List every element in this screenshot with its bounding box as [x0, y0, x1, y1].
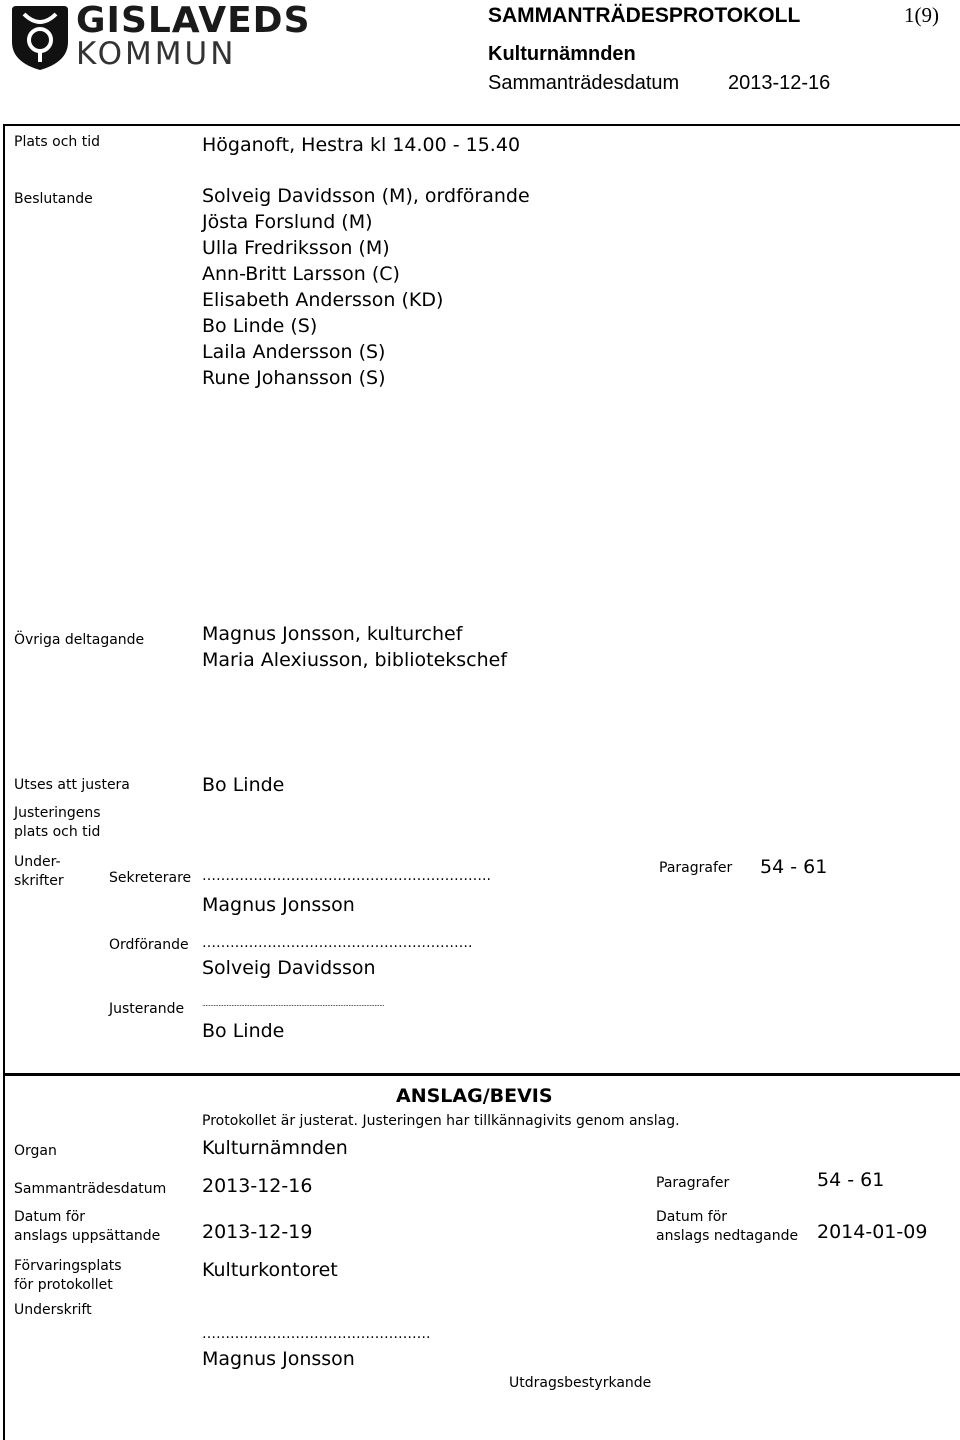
utses-value: Bo Linde: [202, 774, 285, 796]
plats-value: Höganoft, Hestra kl 14.00 - 15.40: [202, 134, 521, 156]
logo-text-line1: GISLAVEDS: [76, 0, 311, 41]
header-organ: Kulturnämnden: [488, 43, 636, 65]
ordforande-label: Ordförande: [109, 937, 189, 953]
beslutande-members: Solveig Davidsson (M), ordförande Jösta Forslund (M) Ulla Fredriksson (M) Ann-Britt Larsson (C) Elisabeth Andersson (KD) Bo Linde (S) Laila Andersson (S) Rune Johansson (S): [202, 185, 530, 389]
anslag-date-label: Sammanträdesdatum: [14, 1181, 167, 1197]
anslag-title: ANSLAG/BEVIS: [396, 1085, 553, 1107]
forvaring-label: Förvaringsplats för protokollet: [14, 1258, 122, 1293]
ordforande-name: Solveig Davidsson: [202, 957, 376, 979]
ovriga-members: Magnus Jonsson, kulturchef Maria Alexiusson, bibliotekschef: [202, 623, 508, 671]
sekreterare-label: Sekreterare: [109, 870, 192, 886]
left-border: [3, 124, 5, 1440]
logo-text-line2: KOMMUN: [76, 36, 237, 72]
underskrift-signature-line: ………………………………………….: [202, 1326, 431, 1342]
top-divider: [3, 124, 960, 126]
anslag-notice: Protokollet är justerat. Justeringen har tillkännagivits genom anslag.: [202, 1113, 680, 1129]
nedtagande-label: Datum för anslags nedtagande: [656, 1209, 799, 1244]
forvaring-value: Kulturkontoret: [202, 1259, 338, 1281]
anslag-date-value: 2013-12-16: [202, 1175, 313, 1197]
anslag-divider: [3, 1073, 960, 1076]
sekreterare-name: Magnus Jonsson: [202, 894, 355, 916]
document-title: SAMMANTRÄDESPROTOKOLL: [488, 4, 801, 27]
plats-label: Plats och tid: [14, 134, 100, 150]
logo: [10, 0, 311, 72]
uppsattande-value: 2013-12-19: [202, 1221, 313, 1243]
anslag-paragrafer-label: Paragrafer: [656, 1175, 730, 1191]
underskrift-label: Underskrift: [14, 1302, 92, 1318]
utdragsbestyrkande-label: Utdragsbestyrkande: [509, 1375, 652, 1391]
anslag-organ-label: Organ: [14, 1143, 57, 1159]
uppsattande-label: Datum för anslags uppsättande: [14, 1209, 161, 1244]
justerande-label: Justerande: [109, 1001, 185, 1017]
header-date-label: Sammanträdesdatum: [488, 72, 680, 94]
sekreterare-signature-line: ……………………………………………………..: [202, 868, 491, 884]
header-date: 2013-12-16: [728, 72, 831, 94]
utses-label: Utses att justera: [14, 777, 130, 793]
ovriga-label: Övriga deltagande: [14, 632, 145, 648]
page-number: 1(9): [904, 3, 939, 27]
beslutande-label: Beslutande: [14, 191, 93, 207]
justerande-name: Bo Linde: [202, 1020, 285, 1042]
anslag-paragrafer-value: 54 - 61: [817, 1169, 885, 1191]
paragrafer-label: Paragrafer: [659, 860, 733, 876]
anslag-organ-value: Kulturnämnden: [202, 1137, 348, 1159]
paragrafer-value: 54 - 61: [760, 856, 828, 878]
ordforande-signature-line: ………………………………………………….: [202, 935, 473, 951]
justerande-signature-line: ................................................................................................................: [202, 1000, 385, 1008]
gislaved-emblem-icon: [10, 2, 70, 72]
underskrifter-label: Under- skrifter: [14, 854, 64, 889]
nedtagande-value: 2014-01-09: [817, 1221, 928, 1243]
justering-plats-label: Justeringens plats och tid: [14, 805, 101, 840]
underskrift-name: Magnus Jonsson: [202, 1348, 355, 1370]
